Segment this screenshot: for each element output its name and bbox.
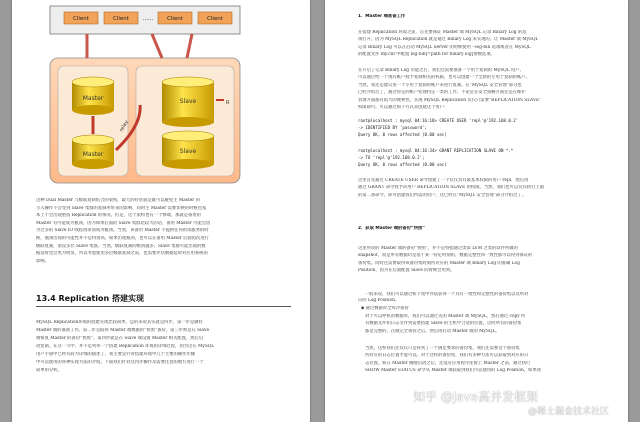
text-line: 这里首先通过 CREATE USER 命令创建了一个仅仅具有最基本权限的用户 repl，然后再 — [358, 178, 529, 183]
s2-title: 2．获取 Master 端的备份“快照” — [358, 226, 426, 231]
text-line: Master 端的准备工作。第二步是取得 Master 端数据的“快照”备份。第三步则是在 Slave — [36, 328, 209, 333]
text-line: 记录 Binary Log 可以在启动 MySQL Server 的时候使用 --log-bin 选项或者在 MySQL — [358, 44, 531, 50]
watermark-line1: 知乎 @java高并发框架 — [413, 390, 538, 404]
left-page — [12, 0, 310, 422]
text-line: root@localhost : mysql 04:16:18> CREATE USER 'repl'@'192.168.0.2' — [358, 118, 519, 123]
slave-cylinder-1 — [162, 77, 214, 127]
text-line: MySQL Replication环境的搭建实现比较简单，总的来说其实就是四步，第一步是做好 — [36, 320, 203, 325]
client-label: Client — [73, 16, 89, 22]
text-line: SHOW Master STATUS 命令从 Master 端获取到我们可以使用的 Log Position，如果我 — [365, 368, 541, 374]
text-line: 当然，我还是建议用一个专用于复制的帐户来进行复制。在“MySQL 安全管理”部分也 — [358, 82, 522, 88]
text-line: 本上不会出现重搭 Replication 的情况。但是，这个架构也有一个弊端，那就是备用的 — [36, 213, 201, 219]
text-line: 备份集。同时还需要取得该备份集时刻所对应的 Master 端 Binary Log 的准确 Log — [358, 260, 520, 266]
text-line: Query OK, 0 rows affected (0.00 sec) — [358, 132, 447, 138]
client-label: Client — [167, 16, 183, 22]
text-line: 的配置文件 my.cnf 中配置 log-bin[=path for binary log]参数选项。 — [358, 52, 495, 58]
section-title: 13.4 Replication 搭建实现 — [36, 294, 145, 303]
svg-text:Master: Master — [82, 95, 104, 102]
client-label: Client — [207, 16, 223, 22]
text-line: 已经介绍过了，通过特定的帐户处理特定一类的工作，不论是在安全策略方面还是在维护 — [358, 90, 526, 96]
text-line: snapshot，而是所有数据均是基于某一特定时刻的，数据完整性和一致性都可以得到保证的 — [358, 253, 533, 259]
text-line: root@localhost : mysql 04:16:34> GRANT REPLICATION SLAVE ON *.* — [358, 148, 514, 153]
text-line: 中可以使用的各种实现方法的介绍。下面我们针对这四步操作及需要注意的地方进行一个 — [36, 360, 204, 365]
client-ellipsis: ...... — [142, 16, 154, 22]
svg-text:Slave: Slave — [179, 148, 197, 155]
text-line: 都是完整的，在做完全备份之后，然后再启动 Master 端的 MySQL。 — [365, 328, 500, 334]
text-line: 据延时也会更为明显，所以考虑使用多层级联复制之前，也需要评估数据延时对应用系统的 — [36, 251, 208, 257]
text-line: 动复制。在这一节中，并不是列举一个搭建 Replication 环境的详细过程，因为这在 MySQL — [36, 344, 215, 349]
svg-text:Master: Master — [82, 151, 104, 158]
text-line: 管理方面都有很大的便利性。实现 MySQL Replication 仅仅只需要“REPLICATION SLAVE” — [358, 97, 542, 103]
replica-label: R — [226, 100, 230, 106]
text-line: 影响。 — [36, 258, 49, 264]
text-line: 所对应的日志位置才能可以。对于这样的备份集，我们有多种方法可以获取到对应的日 — [365, 353, 529, 359]
text-line: 通过 GRANT 命令授予该用户 REPLICATION SLAVE 的权限。当然，我们也可以仅仅执行上面 — [358, 185, 544, 191]
text-line: 对于可以停机的数据库，我们可以通过关闭 Master 端 MySQL，然后通过 copy 所 — [365, 314, 526, 319]
text-line: 候，瓶颈出现的可能性并不是特别高，如果出现瓶颈，也可以在备用 Master 后面再次进行 — [36, 236, 209, 241]
text-line: 权限即可。可以通过如下方式来创建这个用户： — [358, 105, 449, 110]
text-line: 当然，这样我们还仅仅只是得到了一个满足要求的备份集，我们还需要这个备份集 — [365, 346, 520, 351]
text-line: 的第二条命令，即可创建我们所需的用户，这已经在“MySQL 安全管理”部分介绍过了。 — [358, 192, 526, 198]
text-line: 这里所说的 Master 端的备份“快照”，并不是特指通过类似 LVM 之类的软件所做的 — [358, 246, 518, 251]
s2-para2: 一般来说，我们可以通过如下集中办法获得一个具有一致性和完整性的备份集以及所对 — [365, 292, 529, 297]
svg-text:Slave: Slave — [179, 98, 197, 105]
text-line: Master 有可能成为瓶颈，因为如果后面的 Slave 集群比较大的话，备用 Master 可能会因 — [36, 220, 211, 226]
text-line: 可以通过给一个现有帐户授予复制相关的权限，也可以创建一个全新的专用于复制的帐户。 — [358, 75, 530, 81]
text-line: 项打开，因为 MySQL Replication 就是通过 Binary Log 来实现的。让 Master 端 MySQL — [358, 37, 539, 43]
text-line: 为过多的 Slave IO 线程请求而成为瓶颈。当然，该备用 Master 不提供任何的读服务的时 — [36, 228, 209, 234]
text-line: 这种 Dual Master 与级联复制结合的架构，最大的好处就是既可以避免主 Master 的 — [36, 198, 200, 203]
text-line: 级联复制，架设多层 Slave 集群。当然，级联复制的级别越多，Slave 集群可能出现的数 — [36, 243, 206, 249]
text-line: 在开启了记录 Binary Log 功能之后，我们还需要准备一个用于复制的 MySQL 用户。 — [358, 68, 524, 73]
text-line: 简单的分析。 — [36, 368, 62, 373]
text-line: 在搭建 Replication 环境之前，首先要保证 Master 端 MySQL 记录 Binary Log 的选 — [358, 30, 527, 35]
section-divider — [36, 306, 291, 307]
text-line: Position，因为在后面配置 Slave 的时候会用到。 — [358, 268, 455, 274]
s1-title: 1．Master 端准备工作 — [358, 14, 406, 19]
master-cylinder-bottom — [72, 135, 114, 169]
text-line: 写入操作不会受到 Slave 集群的复制所带来的影响，同时主 Master 需要切换的时候也基 — [36, 205, 207, 211]
dual-master-cascade-diagram — [12, 0, 310, 190]
bullet-cold-backup: ◆ 通过数据库全库冷备份 — [361, 306, 409, 311]
text-line: 志位置。如在 Master 刚刚启动之后，还没有应用程序连接上 Master 之前，通过执行 — [365, 360, 531, 366]
watermark-line2: @稀土掘金技术社区 — [528, 407, 610, 417]
client-label: Client — [113, 16, 129, 22]
text-line: Query OK, 0 rows affected (0.00 sec) — [358, 162, 447, 168]
text-line: 有数据文件和日志文件到需要搭建 Slave 的主机中合适的位置，这时所有的备份集 — [365, 321, 522, 327]
master-cylinder-top — [72, 77, 114, 115]
text-line: -> IDENTIFIED BY 'password'; — [358, 125, 428, 131]
s2-para2b: 应的 Log Position。 — [358, 298, 400, 303]
text-line: 用户手册中已经有较为详细的描述了，我主要是针对搭建环境中几个主要的操作步骤 — [36, 352, 195, 357]
relay-label: relay — [118, 119, 130, 133]
text-line: -> TO 'repl'@'192.168.0.2'; — [358, 155, 425, 161]
slave-cylinder-2 — [162, 131, 214, 169]
text-line: 端恢复 Master 的备份“快照”。第四步就是在 Slave 端设置 Master 相关配置，然后启 — [36, 336, 204, 341]
right-page — [325, 0, 628, 422]
